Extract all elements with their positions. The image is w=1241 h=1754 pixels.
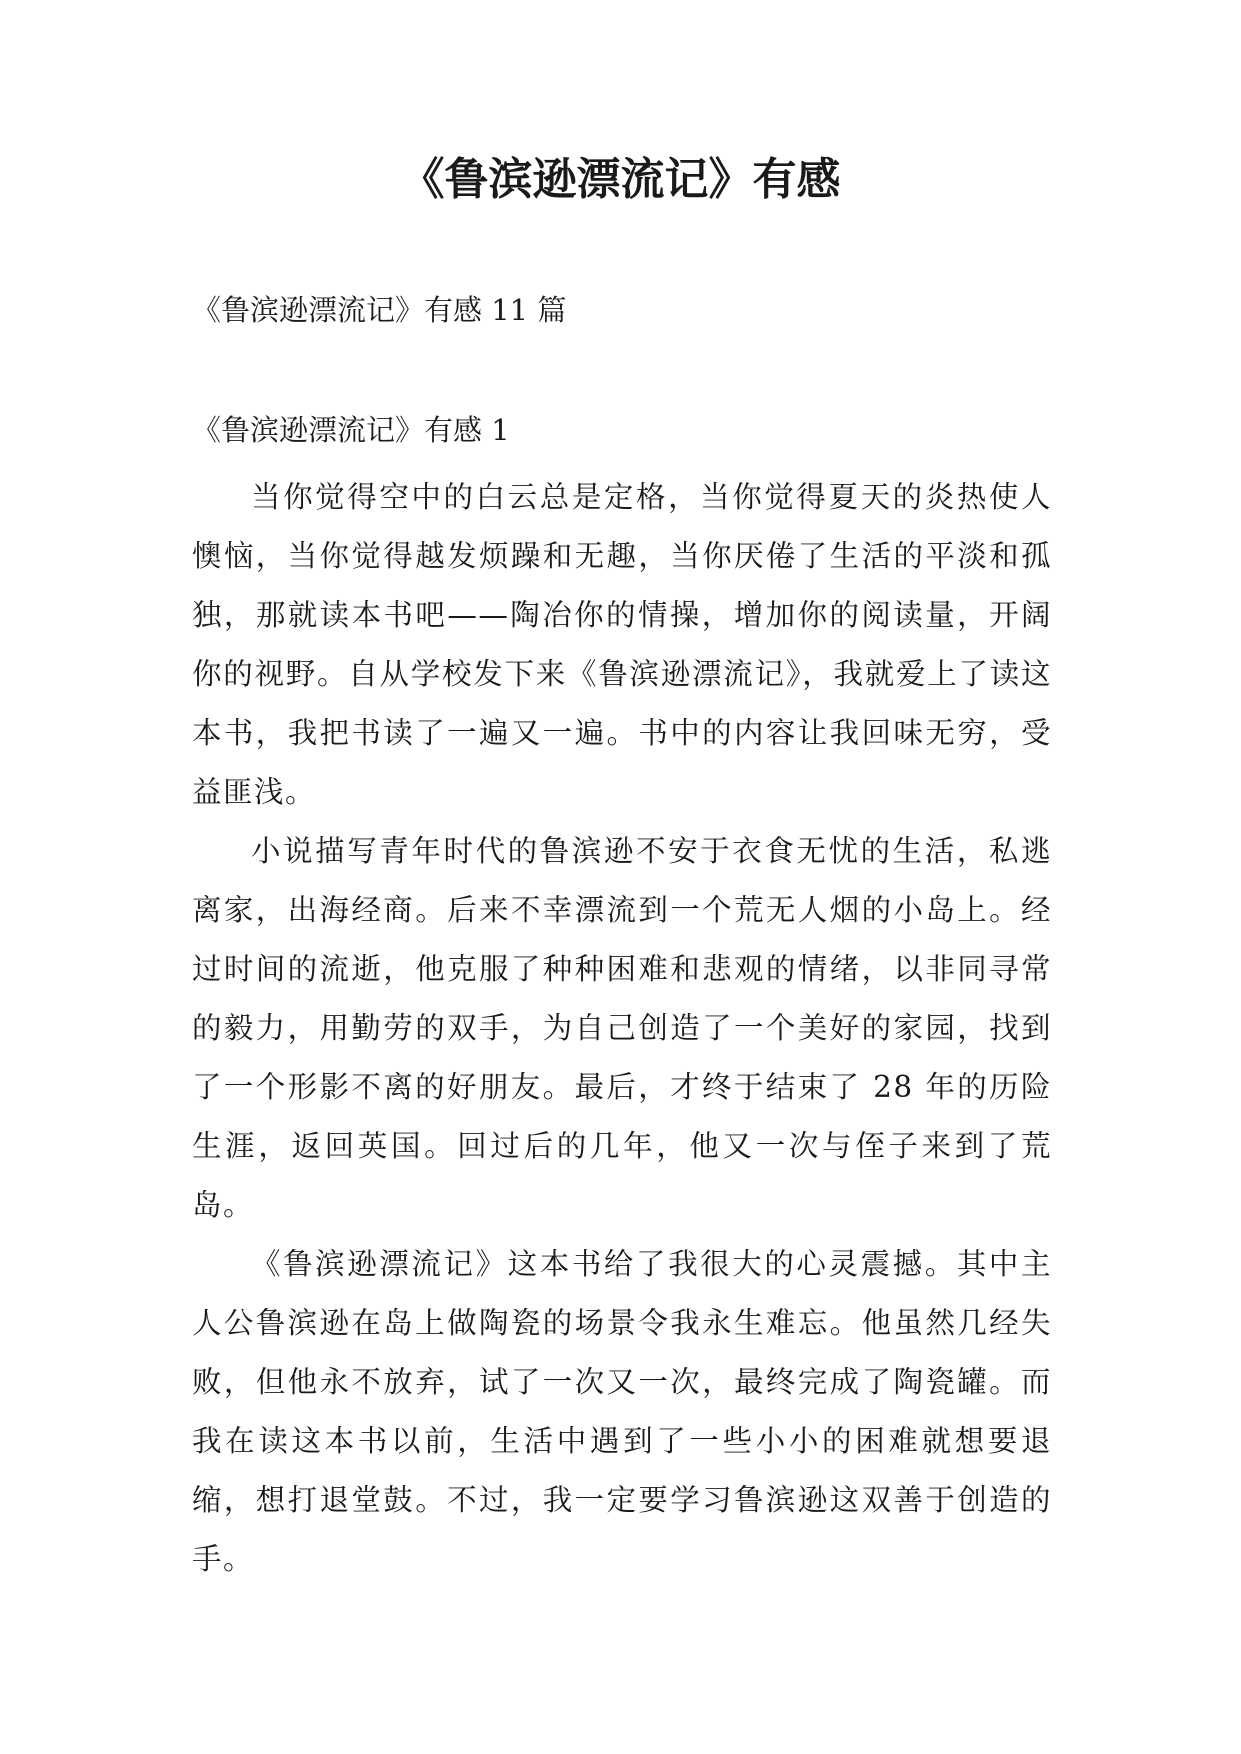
paragraph: 小说描写青年时代的鲁滨逊不安于衣食无忧的生活，私逃离家，出海经商。后来不幸漂流到一个荒无人烟的小岛上。经过时间的流逝，他克服了种种困难和悲观的情绪，以非同寻常的毅力，用勤劳的双手，为自己创造了一个美好的家园，找到了一个形影不离的好朋友。最后，才终于结束了 28 年的历险生涯，返回英国。回过后的几年，他又一次与侄子来到了荒岛。 xyxy=(192,834,1052,1222)
body-text xyxy=(192,468,1052,1589)
document-subtitle: 《鲁滨逊漂流记》有感 11 篇 xyxy=(192,293,567,327)
paragraph: 当你觉得空中的白云总是定格，当你觉得夏天的炎热使人懊恼，当你觉得越发烦躁和无趣，当你厌倦了生活的平淡和孤独，那就读本书吧——陶冶你的情操，增加你的阅读量，开阔你的视野。自从学校发下来《鲁滨逊漂流记》，我就爱上了读这本书，我把书读了一遍又一遍。书中的内容让我回味无穷，受益匪浅。 xyxy=(192,480,1052,809)
document-title: 《鲁滨逊漂流记》有感 xyxy=(400,154,841,205)
section-heading: 《鲁滨逊漂流记》有感 1 xyxy=(192,413,510,447)
paragraph: 《鲁滨逊漂流记》这本书给了我很大的心灵震撼。其中主人公鲁滨逊在岛上做陶瓷的场景令我永生难忘。他虽然几经失败，但他永不放弃，试了一次又一次，最终完成了陶瓷罐。而我在读这本书以前，生活中遇到了一些小小的困难就想要退缩，想打退堂鼓。不过，我一定要学习鲁滨逊这双善于创造的手。 xyxy=(192,1247,1052,1576)
